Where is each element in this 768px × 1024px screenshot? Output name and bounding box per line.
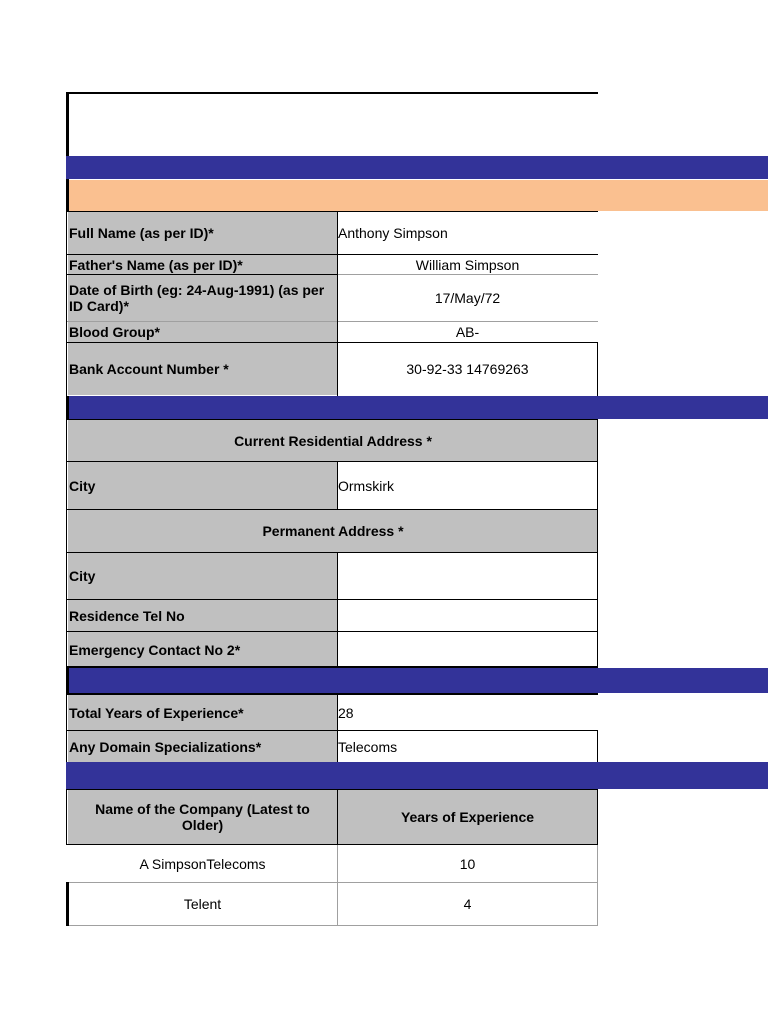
city-value[interactable]: Ormskirk bbox=[337, 462, 598, 509]
city-label: City bbox=[68, 462, 337, 509]
father-name-label: Father's Name (as per ID)* bbox=[68, 255, 337, 274]
full-name-value[interactable]: Anthony Simpson bbox=[337, 212, 598, 254]
left-border-thick bbox=[66, 668, 69, 693]
title-box-top-border bbox=[66, 92, 598, 94]
total-experience-value[interactable]: 28 bbox=[337, 695, 598, 730]
bank-right-border bbox=[597, 342, 598, 396]
residence-tel-value[interactable] bbox=[337, 600, 598, 631]
title-box bbox=[66, 92, 598, 156]
table-bottom-border bbox=[66, 925, 598, 926]
domain-specialization-label: Any Domain Specializations* bbox=[68, 731, 337, 762]
left-border bbox=[66, 212, 67, 396]
current-address-header: Current Residential Address * bbox=[68, 420, 598, 461]
full-name-label: Full Name (as per ID)* bbox=[68, 212, 337, 254]
residence-tel-label: Residence Tel No bbox=[68, 600, 337, 631]
blood-group-label: Blood Group* bbox=[68, 322, 337, 342]
left-border-thick bbox=[66, 882, 69, 926]
permanent-city-label: City bbox=[68, 553, 337, 599]
dob-value[interactable]: 17/May/72 bbox=[337, 275, 598, 321]
employment-col-years: Years of Experience bbox=[337, 790, 598, 844]
col-divider bbox=[337, 553, 338, 667]
father-name-value[interactable]: William Simpson bbox=[337, 255, 598, 274]
right-border bbox=[597, 790, 598, 844]
col-divider bbox=[337, 212, 338, 396]
section-subheader-band bbox=[69, 180, 768, 211]
left-border bbox=[66, 420, 67, 668]
section-bar-personal bbox=[66, 156, 768, 179]
col-divider bbox=[337, 695, 338, 762]
blood-group-value[interactable]: AB- bbox=[337, 322, 598, 342]
employment-row-1-company[interactable]: A SimpsonTelecoms bbox=[68, 845, 337, 882]
section-bar-experience bbox=[66, 668, 768, 693]
col-divider bbox=[337, 845, 338, 926]
permanent-city-value[interactable] bbox=[337, 553, 598, 599]
left-border bbox=[66, 790, 67, 844]
right-border bbox=[597, 420, 598, 668]
emergency-contact-value[interactable] bbox=[337, 632, 598, 667]
left-border-thick bbox=[66, 396, 69, 419]
employment-col-company: Name of the Company (Latest to Older) bbox=[68, 790, 337, 844]
total-experience-label: Total Years of Experience* bbox=[68, 695, 337, 730]
emergency-contact-label: Emergency Contact No 2* bbox=[68, 632, 337, 667]
section-bar-employment bbox=[66, 762, 768, 789]
bank-account-label: Bank Account Number * bbox=[68, 343, 337, 395]
right-border bbox=[597, 845, 598, 926]
dob-label: Date of Birth (eg: 24-Aug-1991) (as per ID Card)* bbox=[68, 275, 337, 321]
right-border bbox=[597, 730, 598, 762]
employment-row-1-years[interactable]: 10 bbox=[337, 845, 598, 882]
col-divider bbox=[337, 462, 338, 509]
left-border bbox=[66, 695, 67, 762]
col-divider bbox=[337, 790, 338, 844]
domain-specialization-value[interactable]: Telecoms bbox=[337, 731, 598, 762]
permanent-address-header: Permanent Address * bbox=[68, 510, 598, 552]
section-bar-address bbox=[66, 396, 768, 419]
employment-row-2-company[interactable]: Telent bbox=[68, 883, 337, 925]
bank-account-value[interactable]: 30-92-33 14769263 bbox=[337, 343, 598, 395]
employment-row-2-years[interactable]: 4 bbox=[337, 883, 598, 925]
